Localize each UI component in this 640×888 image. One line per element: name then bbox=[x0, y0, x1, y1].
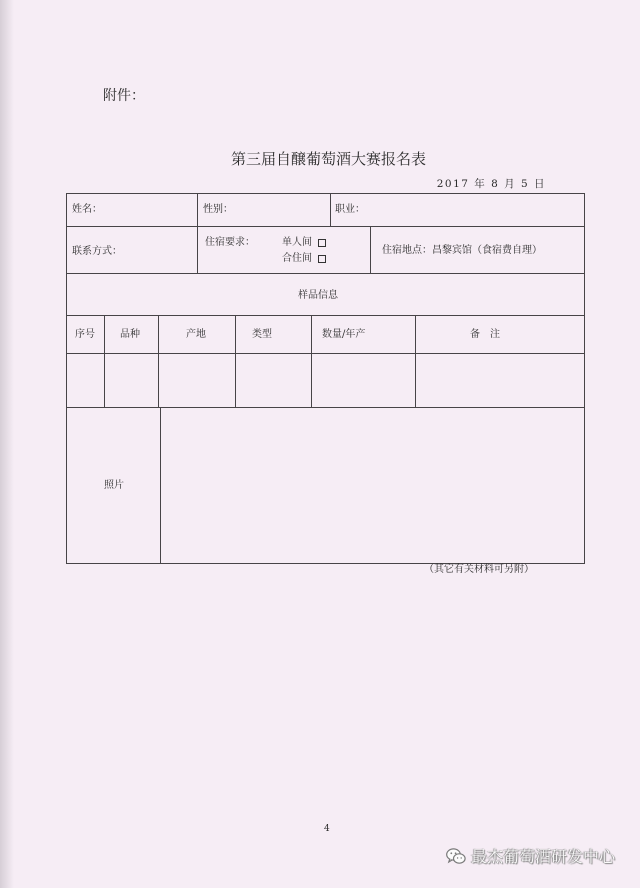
lodging-place-label: 住宿地点：昌黎宾馆（食宿费自理） bbox=[382, 245, 542, 256]
column-header-type: 类型 bbox=[252, 329, 272, 340]
column-header-quantity: 数量/年产 bbox=[322, 329, 366, 340]
table-row-divider bbox=[66, 353, 585, 354]
column-header-origin: 产地 bbox=[186, 329, 206, 340]
column-header-serial: 序号 bbox=[75, 329, 95, 340]
shared-room-label: 合住间 bbox=[282, 253, 312, 264]
name-label: 姓名： bbox=[72, 204, 102, 215]
footnote: （其它有关材料可另附） bbox=[424, 564, 534, 575]
form-date: 2017 年 8 月 5 日 bbox=[436, 178, 546, 190]
table-row-divider bbox=[66, 273, 585, 274]
table-column-divider bbox=[370, 226, 371, 273]
table-column-divider bbox=[160, 407, 161, 563]
table-column-divider bbox=[235, 315, 236, 407]
page-number: 4 bbox=[324, 824, 330, 834]
table-column-divider bbox=[158, 315, 159, 407]
table-column-divider bbox=[104, 315, 105, 407]
table-row-divider bbox=[66, 315, 585, 316]
scan-edge-shadow bbox=[0, 0, 14, 888]
lodging-request-label: 住宿要求： bbox=[205, 237, 255, 248]
column-header-variety: 品种 bbox=[120, 329, 140, 340]
table-row-divider bbox=[66, 407, 585, 408]
contact-label: 联系方式： bbox=[72, 246, 122, 257]
watermark-text: 最杰葡萄酒研发中心 bbox=[471, 847, 616, 866]
attachment-label: 附件： bbox=[103, 88, 145, 104]
single-room-checkbox bbox=[318, 239, 326, 247]
shared-room-checkbox bbox=[318, 255, 326, 263]
column-header-remarks: 备 注 bbox=[470, 329, 500, 340]
sample-info-heading: 样品信息 bbox=[298, 290, 338, 301]
table-row-divider bbox=[66, 226, 585, 227]
table-column-divider bbox=[330, 193, 331, 226]
photo-label: 照片 bbox=[104, 480, 124, 491]
form-title: 第三届自醸葡萄酒大赛报名表 bbox=[231, 150, 427, 168]
occupation-label: 职业： bbox=[335, 204, 365, 215]
table-column-divider bbox=[311, 315, 312, 407]
single-room-label: 单人间 bbox=[282, 237, 312, 248]
wechat-icon bbox=[446, 848, 466, 866]
table-column-divider bbox=[415, 315, 416, 407]
table-column-divider bbox=[197, 193, 198, 273]
gender-label: 性别： bbox=[203, 204, 233, 215]
